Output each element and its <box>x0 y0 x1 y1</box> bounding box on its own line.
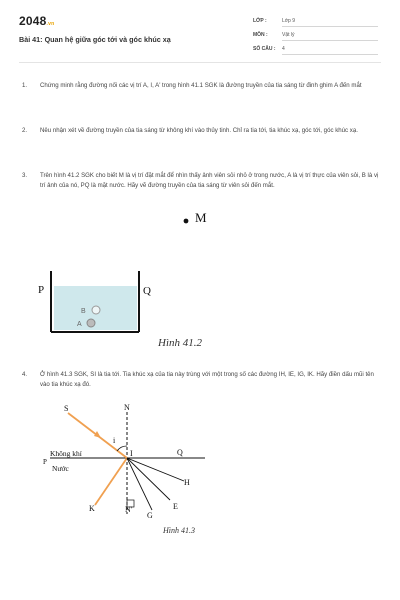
meta-value: Vật lý <box>282 32 378 41</box>
ray-ih <box>127 458 184 481</box>
question-text: Trên hình 41.2 SGK cho biết M là vị trí đặt mắt để nhìn thấy ảnh viên sỏi nhỏ ở trong nước, A là vị trí thực của viên sỏi, B là vị trí ảnh của nó, PQ là mặt nước. Hãy vẽ đường truyền của tia sáng từ viên sỏi đến mắt. <box>40 172 379 189</box>
lesson-title: Bài 41: Quan hệ giữa góc tới và góc khúc xạ <box>19 35 171 44</box>
meta-value: 4 <box>282 46 378 55</box>
label-water: Nước <box>52 464 69 473</box>
label-q: Q <box>143 285 151 297</box>
label-q: Q <box>177 448 183 457</box>
label-n: N <box>124 403 130 412</box>
label-k: K <box>89 504 95 513</box>
figure-caption: Hình 41.2 <box>158 337 202 349</box>
question-number: 2. <box>22 127 28 134</box>
label-b: B <box>81 308 86 315</box>
incident-ray-arrow <box>94 431 101 438</box>
label-s: S <box>64 404 69 413</box>
label-g: G <box>147 511 153 520</box>
question-number: 4. <box>22 371 28 378</box>
meta-label: SỐ CÂU : <box>253 46 276 52</box>
label-n-prime: N' <box>125 505 133 514</box>
label-a: A <box>77 321 82 328</box>
question-text: Nêu nhận xét về đường truyền của tia sáng từ không khí vào thủy tinh. Chỉ ra tia tới, tia khúc xạ, góc tới, góc khúc xạ. <box>40 127 358 134</box>
label-m: M <box>195 210 207 225</box>
meta-label: MÔN : <box>253 32 268 38</box>
ray-ig <box>127 458 152 510</box>
question-number: 3. <box>22 172 28 179</box>
label-point-i: I <box>130 449 133 458</box>
angle-arc-i <box>117 446 127 451</box>
ray-ie <box>127 458 170 500</box>
site-logo[interactable]: 2048.vn <box>19 14 55 28</box>
figure-caption: Hình 41.3 <box>163 526 195 535</box>
meta-value: Lớp 9 <box>282 18 378 27</box>
label-h: H <box>184 478 190 487</box>
label-p: P <box>38 284 45 296</box>
question-number: 1. <box>22 82 28 89</box>
ray-ik <box>95 458 127 505</box>
label-e: E <box>173 502 178 511</box>
question-text: Ở hình 41.3 SGK, SI là tia tới. Tia khúc xạ của tia này trùng với một trong số các đường IH, IE, IG, IK. Hãy điền dấu mũi tên vào tia khúc xạ đó. <box>40 371 374 388</box>
label-air: Không khí <box>50 449 82 458</box>
label-p: P <box>43 458 47 466</box>
label-angle-i: i <box>113 436 116 445</box>
question-text: Chứng minh rằng đường nối các vị trí A, I, A' trong hình 41.1 SGK là đường truyền của tia sáng từ đinh ghim A đến mắt <box>40 82 362 89</box>
meta-label: LỚP : <box>253 18 267 24</box>
